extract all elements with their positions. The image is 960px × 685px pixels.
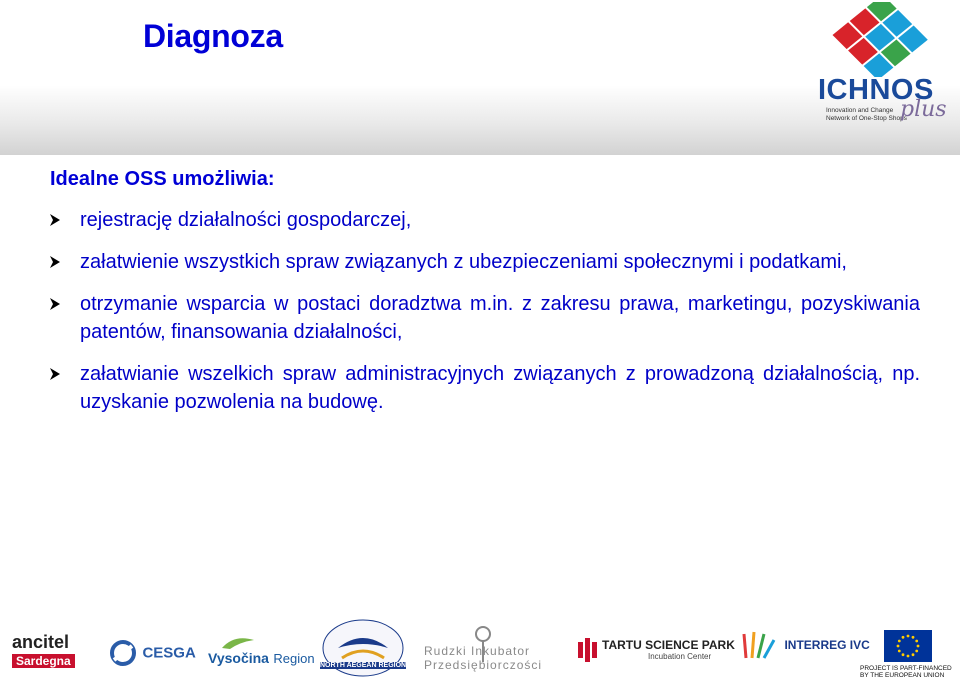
rudzki-sub: Przedsiębiorczości [424, 658, 543, 672]
bullet-text: rejestrację działalności gospodarczej, [80, 209, 412, 231]
ichnos-diamond-icon [810, 2, 950, 77]
north-aegean-logo [320, 618, 406, 680]
section-subtitle: Idealne OSS umożliwia: [50, 168, 275, 190]
eu-flag-icon [884, 630, 932, 662]
cesga-swirl-icon [110, 640, 138, 666]
vysocina-logo [208, 636, 315, 668]
eu-financing-logo [860, 630, 956, 679]
tartu-science-park-logo [578, 638, 735, 661]
tartu-name: TARTU SCIENCE PARK [602, 638, 735, 652]
eu-financing-line-2: BY THE EUROPEAN UNION [860, 672, 945, 679]
cesga-name: CESGA [142, 644, 196, 662]
logo-plus: plus [900, 97, 947, 122]
cesga-logo [110, 640, 196, 666]
logo-tagline-2: Network of One-Stop Shops [826, 115, 907, 122]
interreg-name: INTERREG IVC [784, 638, 870, 652]
arrow-bullet-icon [50, 214, 60, 226]
ichnos-plus-logo [810, 2, 950, 132]
page-title: Diagnoza [143, 18, 283, 54]
rudzki-name: Rudzki Inkubator [424, 644, 531, 658]
arrow-bullet-icon [50, 368, 60, 380]
tartu-mark-icon [578, 638, 598, 662]
logo-wordmark: ICHNOS [818, 74, 934, 106]
bullet-item [50, 360, 920, 416]
arrow-bullet-icon [50, 256, 60, 268]
rudzki-inkubator-logo [424, 624, 542, 672]
eu-financing-line-1: PROJECT IS PART-FINANCED [860, 665, 952, 672]
bullet-text: otrzymanie wsparcia w postaci doradztwa m.in. z zakresu prawa, marketingu, pozyskiwania patentów, finansowania działalności, [80, 293, 920, 343]
tartu-sub: Incubation Center [648, 652, 712, 661]
north-aegean-name: NORTH AEGEAN REGION [320, 662, 407, 669]
bullet-item [50, 290, 920, 346]
bullet-text: załatwianie wszelkich spraw administracyjnych związanych z prowadzoną działalnością, np. uzyskanie pozwolenia na budowę. [80, 363, 920, 413]
vysocina-leaf-icon [220, 636, 260, 650]
ancitel-name: ancitel [12, 632, 70, 652]
partner-logos-footer [0, 618, 960, 683]
vysocina-region: Region [273, 651, 315, 666]
interreg-rays-icon [740, 630, 780, 660]
bullet-list [50, 206, 920, 430]
ancitel-region: Sardegna [12, 654, 75, 668]
arrow-bullet-icon [50, 298, 60, 310]
rudzki-figure-icon [468, 624, 498, 664]
logo-tagline-1: Innovation and Change [826, 107, 894, 114]
bullet-text: załatwienie wszystkich spraw związanych z ubezpieczeniami społecznymi i podatkami, [80, 251, 847, 273]
bullet-item [50, 206, 920, 234]
bullet-item [50, 248, 920, 276]
vysocina-name: Vysočina [208, 650, 269, 666]
interreg-logo [740, 630, 870, 660]
ancitel-logo [12, 632, 75, 668]
north-aegean-emblem-icon [320, 618, 406, 680]
